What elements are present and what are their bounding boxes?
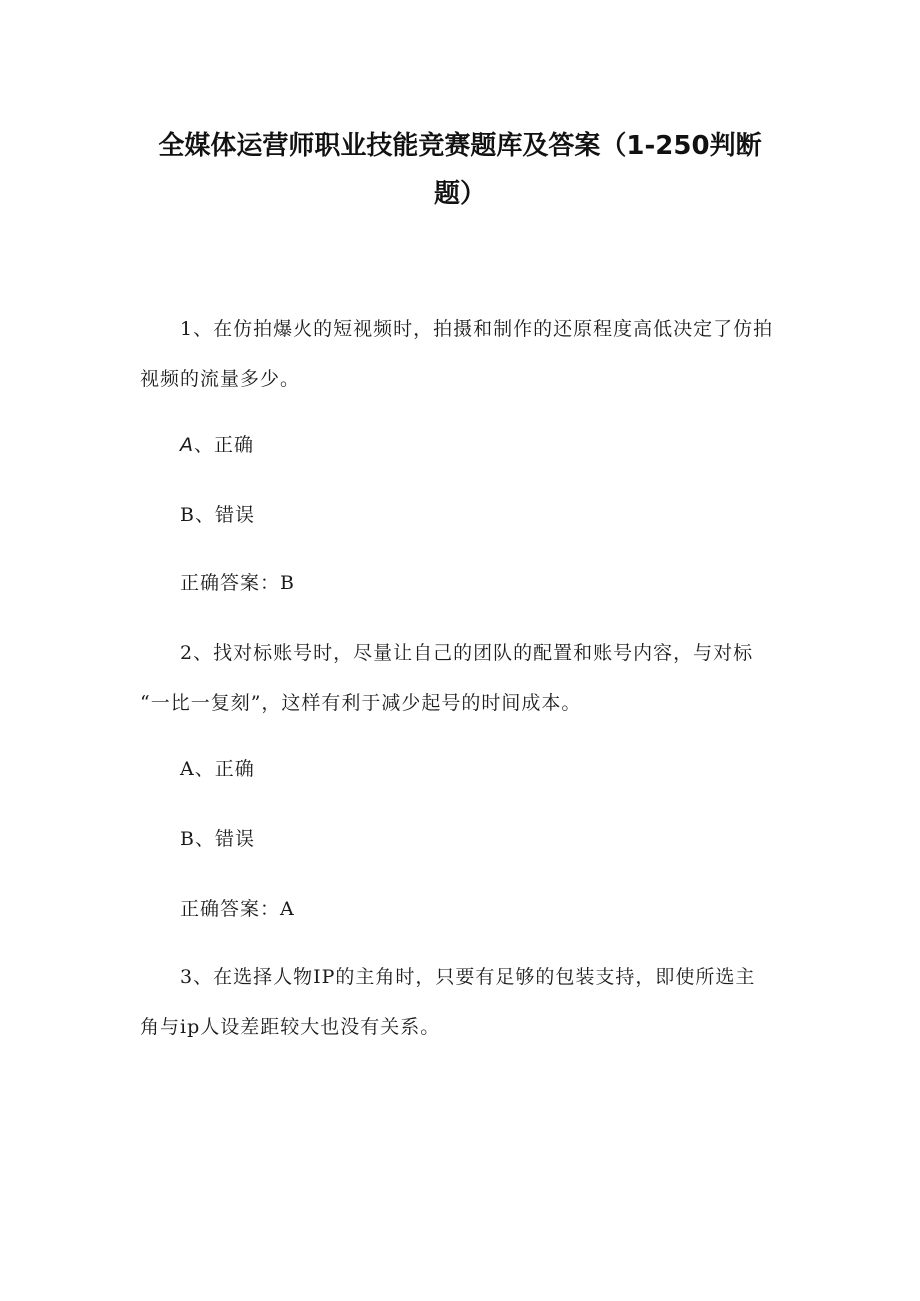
document-title-line-2: 题） [433,179,486,209]
question-2-option-b: B、错误 [180,828,255,850]
question-3-text-line-1: 3、在选择人物IP的主角时，只要有足够的包装支持，即使所选主 [180,966,756,988]
question-1-option-a-letter: A [180,434,194,456]
question-1-text-line-1: 1、在仿拍爆火的短视频时，拍摄和制作的还原程度高低决定了仿拍 [180,318,774,340]
question-2-answer: 正确答案：A [180,898,295,920]
question-1-text-line-2: 视频的流量多少。 [140,368,301,390]
question-1-option-a-text: 、正确 [194,434,255,456]
question-2-text-line-2: “一比一复刻”，这样有利于减少起号的时间成本。 [140,692,582,714]
question-3-text-line-2: 角与ip人设差距较大也没有关系。 [140,1016,441,1038]
question-2-option-a: A、正确 [180,758,255,780]
question-1-option-b: B、错误 [180,504,255,526]
question-1-answer: 正确答案：B [180,572,295,594]
document-title-line-1: 全媒体运营师职业技能竞赛题库及答案（1-250判断 [158,131,762,161]
question-1-option-a [180,428,254,462]
question-2-text-line-1: 2、找对标账号时，尽量让自己的团队的配置和账号内容，与对标 [180,642,754,664]
